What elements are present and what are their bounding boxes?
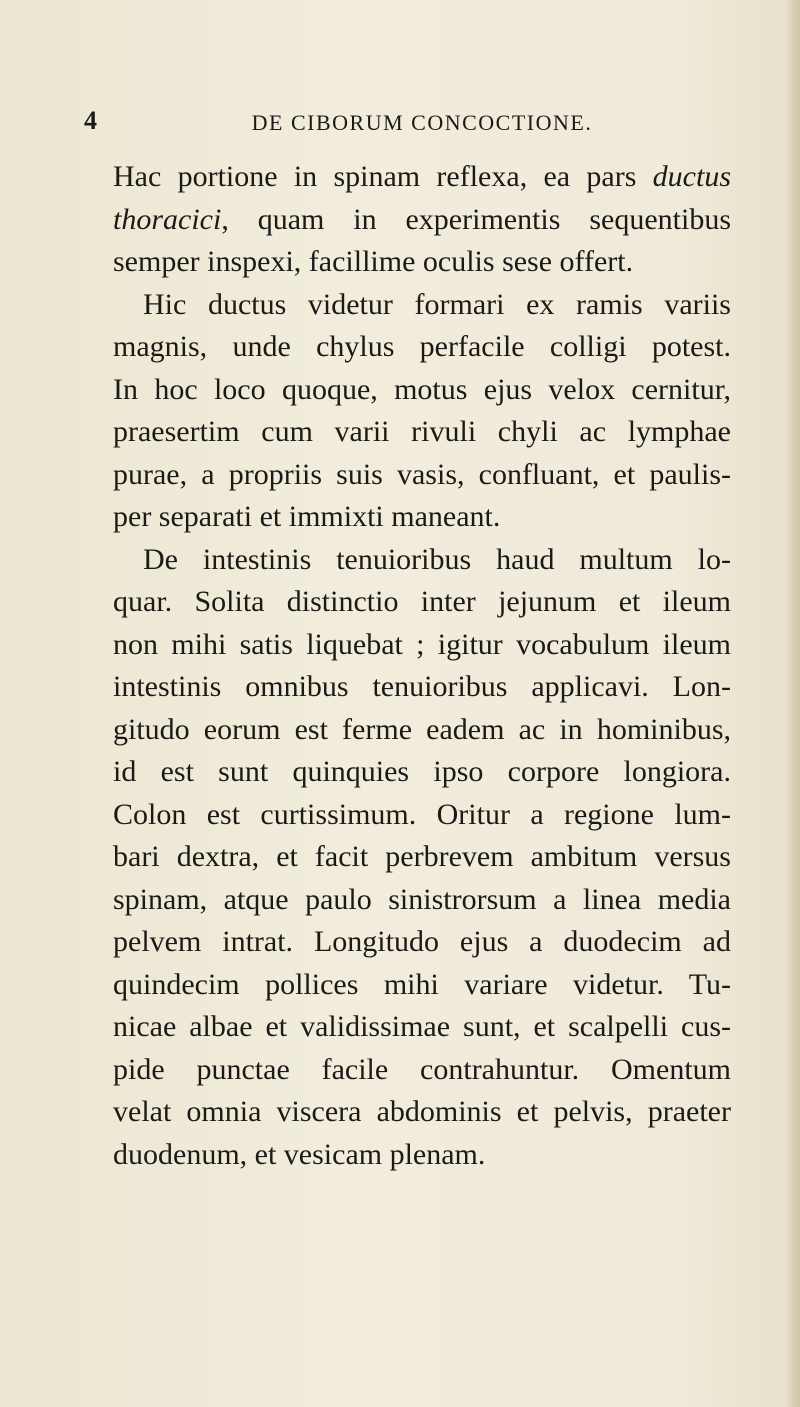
line-text: per separati et immixti maneant. bbox=[113, 500, 501, 533]
text-line bbox=[113, 1091, 731, 1134]
text-line bbox=[113, 879, 731, 922]
line-text: spinam, atque paulo sinistrorsum a linea media bbox=[113, 882, 731, 916]
line-text: pide punctae facile contrahuntur. Omentum bbox=[113, 1052, 731, 1086]
text-line bbox=[113, 1006, 731, 1049]
line-text: nicae albae et validissimae sunt, et scalpelli cus- bbox=[113, 1010, 731, 1043]
line-text: pelvem intrat. Longitudo ejus a duodecim ad bbox=[113, 925, 731, 958]
page-number: 4 bbox=[84, 106, 97, 135]
line-text: quar. Solita distinctio inter jejunum et ileum bbox=[113, 585, 731, 618]
text-line bbox=[113, 369, 731, 412]
running-title: DE CIBORUM CONCOCTIONE. bbox=[251, 110, 593, 135]
text-line bbox=[113, 284, 731, 327]
text-line bbox=[113, 666, 731, 709]
text-line bbox=[113, 1049, 731, 1092]
text-line bbox=[113, 964, 731, 1007]
text-line bbox=[113, 836, 731, 879]
line-text: intestinis omnibus tenuioribus applicavi. Lon- bbox=[113, 670, 731, 703]
text-line bbox=[113, 156, 731, 199]
body-text bbox=[113, 156, 731, 1176]
line-text: quindecim pollices mihi variare videtur. Tu- bbox=[113, 967, 731, 1001]
text-line bbox=[113, 624, 731, 667]
page-header bbox=[72, 106, 732, 136]
text-line bbox=[113, 539, 731, 582]
page-edge-shadow bbox=[786, 0, 800, 1407]
line-text: In hoc loco quoque, motus ejus velox cernitur, bbox=[113, 372, 731, 406]
line-text: Hic ductus videtur formari ex ramis variis bbox=[143, 287, 731, 321]
text-line bbox=[113, 199, 731, 242]
text-line bbox=[113, 794, 731, 837]
line-text: De intestinis tenuioribus haud multum lo- bbox=[143, 542, 731, 576]
line-text: Colon est curtissimum. Oritur a regione lum- bbox=[113, 797, 731, 831]
text-line bbox=[113, 751, 731, 794]
line-text: magnis, unde chylus perfacile colligi potest. bbox=[113, 330, 731, 363]
line-text: non mihi satis liquebat ; igitur vocabulum ileum bbox=[113, 627, 731, 661]
text-line bbox=[113, 241, 731, 284]
line-text: Hac portione in spinam reflexa, ea pars bbox=[113, 160, 653, 193]
line-text: bari dextra, et facit perbrevem ambitum versus bbox=[113, 840, 731, 873]
line-text: purae, a propriis suis vasis, confluant, et paulis- bbox=[113, 457, 731, 491]
italic-text: ductus bbox=[652, 160, 731, 193]
line-text: duodenum, et vesicam plenam. bbox=[113, 1137, 486, 1171]
text-line bbox=[113, 454, 731, 497]
line-text: , quam in experimentis sequentibus bbox=[221, 202, 731, 236]
text-line bbox=[113, 1134, 731, 1177]
line-text: gitudo eorum est ferme eadem ac in hominibus, bbox=[113, 712, 731, 746]
line-text: semper inspexi, facillime oculis sese offert. bbox=[113, 245, 634, 278]
line-text: velat omnia viscera abdominis et pelvis, praeter bbox=[113, 1095, 731, 1128]
text-line bbox=[113, 921, 731, 964]
line-text: praesertim cum varii rivuli chyli ac lymphae bbox=[113, 415, 731, 448]
text-line bbox=[113, 496, 731, 539]
line-text: id est sunt quinquies ipso corpore longiora. bbox=[113, 755, 731, 788]
italic-text: thoracici bbox=[113, 202, 222, 236]
text-line bbox=[113, 411, 731, 454]
text-line bbox=[113, 326, 731, 369]
text-line bbox=[113, 581, 731, 624]
text-line bbox=[113, 709, 731, 752]
